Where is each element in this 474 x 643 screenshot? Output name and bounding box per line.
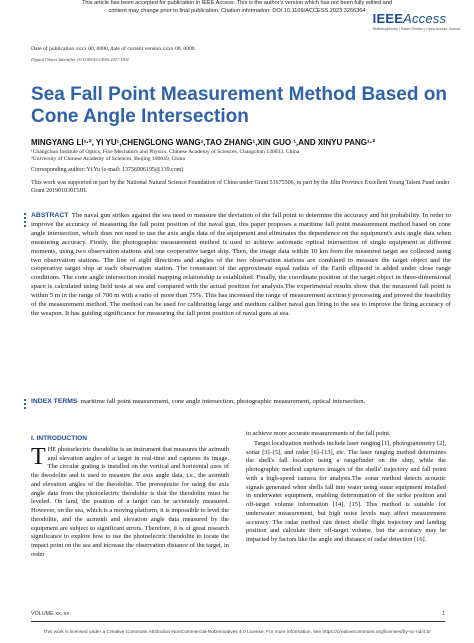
intro-right-text-2: Target localization methods include laser ranging [1], photogrammetry [2], sonar [3]–[5], and radar [6]–[13], etc. The laser ranging method determines the shell's fall location using a rangefinder on the ship, while the photographic method captures images of the shells' trajectory and fall point with a high-speed camera for analysis.The sonar method detects acoustic signals generated when shells fall into water using sonar equipment installed in underwater equipment, enabling determination of the strike position and off-target volume information [14], [15]. This method is suitable for underwater measurement, but high noise levels may affect measurement accuracy. The radar method can detect shells' flight trajectory and landing position and calculate their off-target volume, but the accuracy may be impacted by factors like the angle and distance of radar detection [16].	[246, 439, 446, 543]
intro-left-text: HE photoelectric theodolite is an instrument that measures the azimuth and elevation angles of a target in real-time and captures its image. The circular grating is installed on the vertical and horizontal axes of the theodolite and is used to measure the axis angle data, i.e., the azimuth and elevation angles of the theodolite. The prerequisite for using the axis angle data from the photoelectric theodolite is that the theodolite must be leveled. On land, the position of a target can be accurately measured. However, on the sea, which is a moving platform, it is impossible to level the theodolite, and the azimuth and elevation angle data measured by the equipment are subject to significant errors. Therefore, it is of great research significance to explore how to use the photoelectric theodolite to locate the impact point on the sea and increase the observation distance of the target, in order	[31, 445, 229, 558]
index-terms-text: maritime fall point measurement, cone angle intersection, photographic measurement, optical intersection.	[80, 398, 366, 405]
doi-line: Digital Object Identifier 10.1109/ACCESS.2017.DOI	[31, 57, 129, 62]
intro-right-column	[246, 430, 446, 545]
volume-label: VOLUME xx, xx	[31, 611, 70, 617]
page-footer	[31, 611, 445, 617]
logo-text: IEEE	[372, 11, 404, 26]
intro-heading: I. INTRODUCTION	[31, 435, 88, 442]
notice-line-2: content may change prior to final publication. Citation information: DOI 10.1109/ACCESS.2023.3266364	[108, 8, 366, 14]
footer-divider	[31, 621, 445, 622]
abstract-marker-icon	[24, 213, 27, 229]
intro-dropcap: T	[31, 443, 46, 470]
logo-suffix: Access	[403, 11, 447, 26]
affiliation-1: ¹Changchun Institute of Optics, Fine Mechanics and Physics, Chinese Academy of Sciences, Changchun 130033, China	[31, 149, 300, 155]
page-number: 1	[442, 611, 445, 617]
index-terms-marker-icon	[24, 399, 27, 411]
intro-right-text-1: to achieve more accurate measurements of the fall point.	[246, 430, 391, 437]
abstract-section	[31, 212, 451, 319]
corresponding-author: Corresponding author: Yi Yu (e-mail: 13756006195@139.com)	[31, 167, 184, 173]
index-terms-section	[31, 398, 451, 407]
abstract-text: The naval gun strikes against the sea need to measure the deviation of the fall point to determine the accuracy and hit probability. In order to improve the accuracy of measuring the fall point position of the naval gun, this paper proposes a maritime fall point measurement method based on cone angle intersection, which does not need to use the axis angle data of the equipment and eliminates the dependence on the equipment's axis angle data when measuring accuracy. Firstly, the photographic measurement method is used to achieve automatic optical intersection of single equipment at different moments, using two observation stations and one cooperative target ship. Then, the image data within 10 km from the measured target are collected using two observation stations. The line of sight directions and angles of the two observation stations are combined to measure the target object and the cooperative target ship at each observation station. The constraint of the approximate equal radius of the Earth ellipsoid is added under close range conditions. The cone angle intersection model mapping relationship is established. Finally, the coordinate position of the target object in three-dimensional space is calculated using field tests at sea and compared with the actual position for analysis.The experimental results show that the measured fall point is within 5 m in the range of 700 m with a ratio of more than 75%. This has increased the range of measurement accuracy processing and proved the feasibility of the measurement method. The method can be used for calibrating large and medium caliber naval gun firing to the sea to improve the firing accuracy of the weapon. It has guiding significance for measuring the fall point position of naval guns at sea.	[31, 212, 451, 317]
index-terms-label: INDEX TERMS	[31, 398, 78, 405]
author-list: MINGYANG LI¹·², YI YU¹,CHENGLONG WANG¹,TAO ZHANG¹,XIN GUO ¹,AND XINYU PANG¹·²	[31, 138, 375, 147]
logo-tagline: Multidisciplinary | Rapid Review | Open Access Journal	[372, 27, 460, 31]
publication-dates: Date of publication xxxx 00, 0000, date of current version xxxx 00, 0000.	[31, 46, 196, 52]
license-notice: This work is licensed under a Creative Commons Attribution-NonCommercial-NoDerivatives 4.0 License. For more information, see https://creativecommons.org/licenses/by-nc-nd/4.0/	[43, 630, 431, 635]
affiliation-2: ²University of Chinese Academy of Sciences, Beijing 100049, China	[31, 156, 185, 162]
paper-title: Sea Fall Point Measurement Method Based on Cone Angle Intersection	[31, 84, 447, 127]
intro-left-column	[31, 435, 229, 560]
ieee-access-logo	[373, 10, 460, 31]
funding-note: This work was supported in part by the National Natural Science Foundation of China under Grant 51675506, in part by the Jilin Province Excellent Young Talent Fund under Grant 20190103015JH.	[31, 180, 450, 194]
abstract-label: ABSTRACT	[31, 212, 69, 219]
notice-line-1: This article has been accepted for publication in IEEE Access. This is the author's version which has not been fully edited and	[81, 0, 393, 6]
